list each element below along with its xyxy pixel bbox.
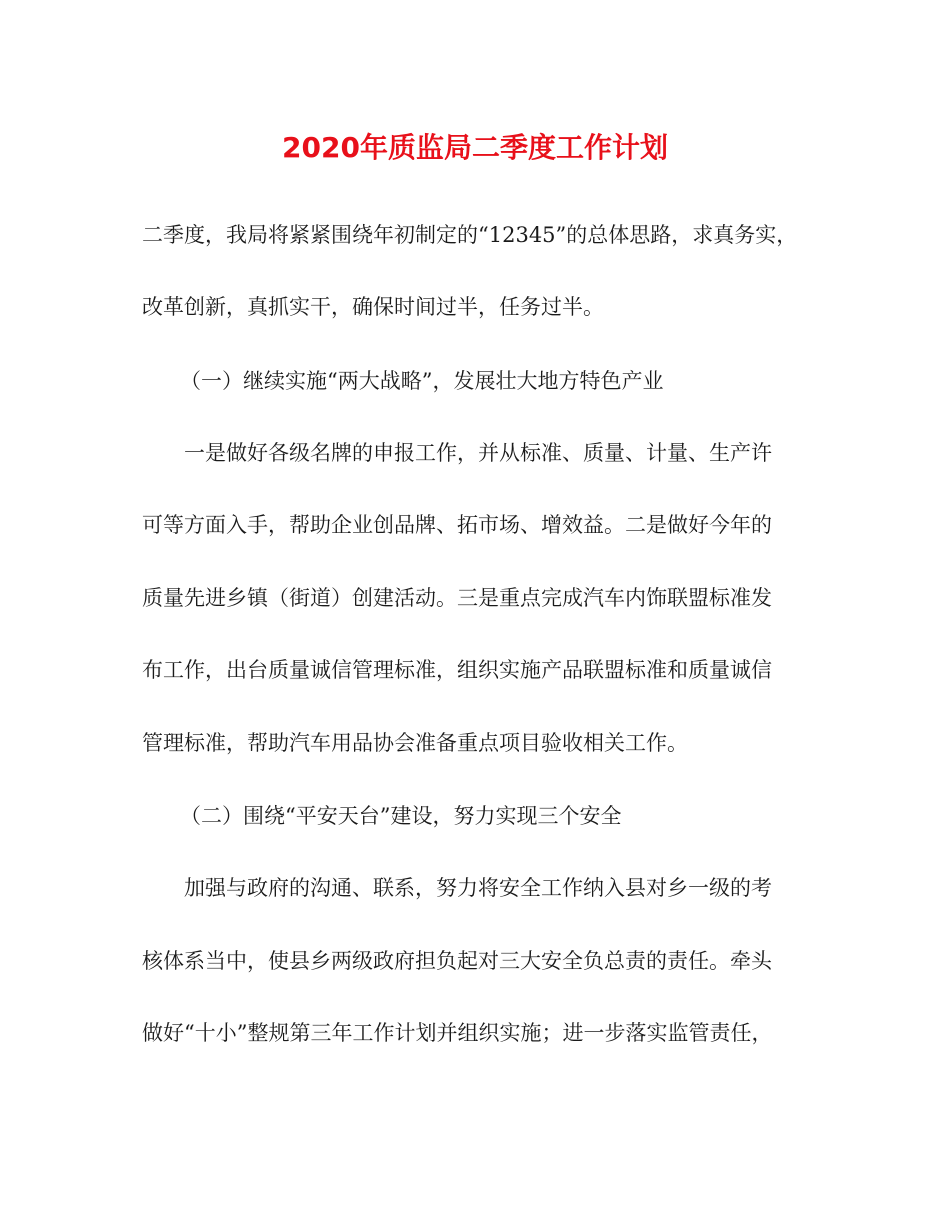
body-line: 核体系当中，使县乡两级政府担负起对三大安全负总责的责任。牵头 (142, 949, 772, 973)
body-line: 可等方面入手，帮助企业创品牌、拓市场、增效益。二是做好今年的 (142, 513, 772, 537)
body-line: 一是做好各级名牌的申报工作，并从标准、质量、计量、生产许 (184, 441, 772, 465)
body-line: 二季度，我局将紧紧围绕年初制定的“12345”的总体思路，求真务实， (142, 223, 798, 247)
document-title: 2020年质监局二季度工作计划 (282, 131, 668, 164)
body-line: 质量先进乡镇（街道）创建活动。三是重点完成汽车内饰联盟标准发 (142, 586, 772, 610)
body-line: 布工作，出台质量诚信管理标准，组织实施产品联盟标准和质量诚信 (142, 658, 772, 682)
body-line: 做好“十小”整规第三年工作计划并组织实施；进一步落实监管责任， (142, 1021, 773, 1045)
section-heading: （一）继续实施“两大战略”，发展壮大地方特色产业 (180, 369, 664, 393)
body-line: 改革创新，真抓实干，确保时间过半，任务过半。 (142, 295, 604, 319)
body-line: 加强与政府的沟通、联系，努力将安全工作纳入县对乡一级的考 (184, 876, 772, 900)
body-line: 管理标准，帮助汽车用品协会准备重点项目验收相关工作。 (142, 731, 688, 755)
section-heading: （二）围绕“平安天台”建设，努力实现三个安全 (180, 804, 622, 828)
